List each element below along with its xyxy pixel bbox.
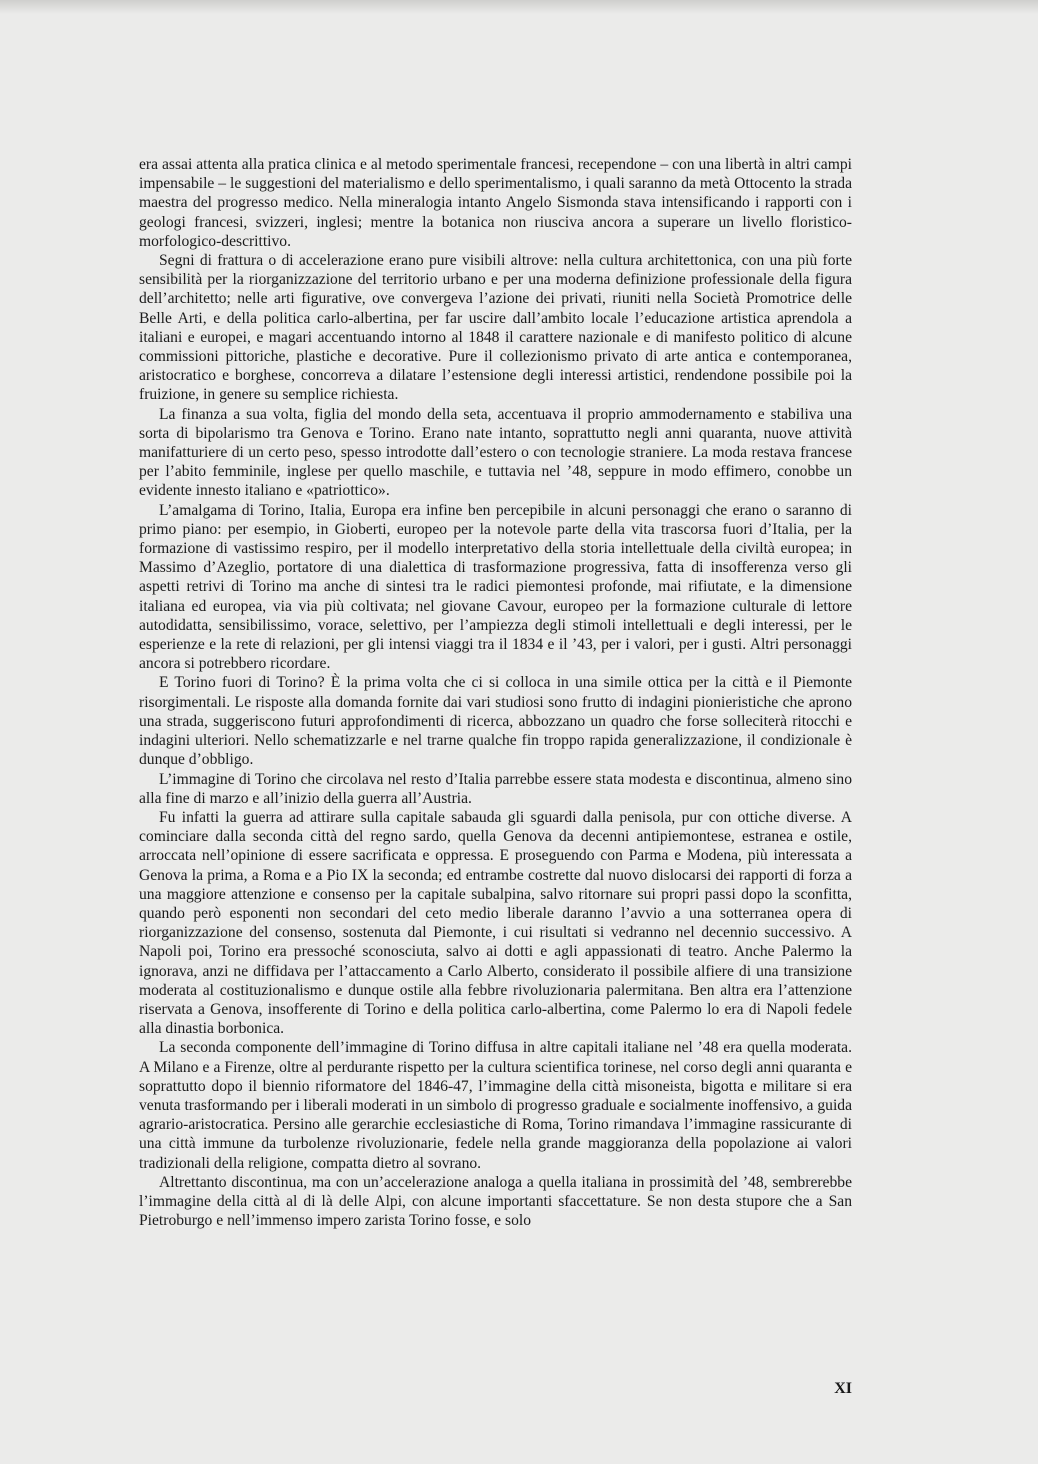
paragraph-8: La seconda componente dell’immagine di Torino diffusa in altre capitali italiane nel ’48 era quella moderata. A Milano e a Firenze, oltre al perdurante rispetto per la cultura scientifica torinese, nel corso degli anni quaranta e soprattutto dopo il biennio riformatore del 1846-47, l’immagine della città misoneista, bigotta e militare si era venuta trasformando per i liberali moderati in un simbolo di progresso graduale e socialmente inoffensivo, a guida agrario-aristocratica. Persino alle gerarchie ecclesiastiche di Roma, Torino rimandava l’immagine rassicurante di una città immune da turbolenze rivoluzionarie, fedele nella grande maggioranza della popolazione ai valori tradizionali della religione, compatta dietro al sovrano.	[139, 1039, 852, 1172]
page-top-shadow	[0, 0, 1038, 14]
paragraph-7: Fu infatti la guerra ad attirare sulla capitale sabauda gli sguardi dalla penisola, pur con ottiche diverse. A cominciare dalla seconda città del regno sardo, quella Genova da decenni antipiemontese, estranea e ostile, arroccata nell’opinione di essere sacrificata e oppressa. E proseguendo con Parma e Modena, più interessata a Genova la prima, a Roma e a Pio IX la seconda; ed entrambe costrette dal nuovo dislocarsi dei rapporti di forza a una maggiore attenzione e consenso per la capitale subalpina, salvo ritornare sui propri passi dopo la sconfitta, quando però esponenti non secondari del ceto medio liberale daranno l’avvio a una sotterranea opera di riorganizzazione del consenso, sostenuta dal Piemonte, i cui risultati si vedranno nel decennio successivo. A Napoli poi, Torino era pressoché sconosciuta, salvo ai dotti e agli appassionati di teatro. Anche Palermo la ignorava, anzi ne diffidava per l’attaccamento a Carlo Alberto, considerato il possibile alfiere di una transizione moderata al costituzionalismo e dunque ostile alla febbre rivoluzionaria palermitana. Ben altra era l’attenzione riservata a Genova, insofferente di Torino e della politica carlo-albertina, come Palermo lo era di Napoli fedele alla dinastia borbonica.	[139, 808, 852, 1038]
paragraph-1: era assai attenta alla pratica clinica e al metodo sperimentale francesi, recependone – con una libertà in altri campi impensabile – le suggestioni del materialismo e dello sperimentalismo, i quali saranno da metà Ottocento la strada maestra del progresso medico. Nella mineralogia intanto Angelo Sismonda stava intensificando i rapporti con i geologi francesi, svizzeri, inglesi; mentre la botanica non riusciva ancora a superare un livello floristico-morfologico-descrittivo.	[139, 156, 852, 250]
paragraph-2: Segni di frattura o di accelerazione erano pure visibili altrove: nella cultura architettonica, con una più forte sensibilità per la riorganizzazione del territorio urbano e per una moderna definizione professionale della figura dell’architetto; nelle arti figurative, ove convergeva l’azione dei privati, riuniti nella Società Promotrice delle Belle Arti, e della politica carlo-albertina, per far uscire dall’ambito locale l’educazione artistica aprendola a italiani e europei, e magari accentuando intorno al 1848 il carattere nazionale e di manifesto politico di alcune commissioni pittoriche, plastiche e decorative. Pure il collezionismo privato di arte antica e contemporanea, aristocratico e borghese, concorreva a dilatare l’estensione degli interessi artistici, rendendone possibile poi la fruizione, in genere su semplice richiesta.	[139, 252, 852, 404]
body-text	[139, 155, 852, 1230]
paragraph-3: La finanza a sua volta, figlia del mondo della seta, accentuava il proprio ammodernamento e stabiliva una sorta di bipolarismo tra Genova e Torino. Erano nate intanto, soprattutto negli anni quaranta, nuove attività manifatturiere di un certo peso, spesso introdotte dall’estero o con tecnologie straniere. La moda restava francese per l’abito femminile, inglese per quello maschile, e tuttavia nel ’48, seppure in modo effimero, conobbe un evidente innesto italiano e «patriottico».	[139, 405, 852, 500]
paragraph-5: E Torino fuori di Torino? È la prima volta che ci si colloca in una simile ottica per la città e il Piemonte risorgimentali. Le risposte alla domanda fornite dai vari studiosi sono frutto di indagini pionieristiche che aprono una strada, suggeriscono futuri approfondimenti di ricerca, abbozzano un quadro che forse solleciterà ritocchi e indagini ulteriori. Nello schematizzarle e nel trarne qualche fin troppo rapida generalizzazione, il condizionale è dunque d’obbligo.	[139, 674, 852, 769]
paragraph-9: Altrettanto discontinua, ma con un’accelerazione analoga a quella italiana in prossimità del ’48, sembrerebbe l’immagine della città al di là delle Alpi, con alcune importanti sfaccettature. Se non desta stupore che a San Pietroburgo e nell’immenso impero zarista Torino fosse, e solo	[139, 1173, 852, 1230]
paragraph-4: L’amalgama di Torino, Italia, Europa era infine ben percepibile in alcuni personaggi che erano o saranno di primo piano: per esempio, in Gioberti, europeo per la notevole parte della vita trascorsa fuori d’Italia, per la formazione di vastissimo respiro, per il modello interpretativo della storia intellettuale della civiltà europea; in Massimo d’Azeglio, portatore di una dialettica di trasformazione progressiva, fatta di insofferenza verso gli aspetti retrivi di Torino ma anche di sintesi tra le radici piemontesi profonde, mai rifiutate, e la dimensione italiana ed europea, via via più coltivata; nel giovane Cavour, europeo per la formazione culturale di lettore autodidatta, sensibilissimo, vorace, selettivo, per l’ampiezza degli stimoli intellettuali e degli interessi, per le esperienze e la rete di relazioni, per gli intensi viaggi tra il 1834 e il ’43, per i valori, per i gusti. Altri personaggi ancora si potrebbero ricordare.	[139, 501, 852, 673]
page-number: XI	[834, 1380, 852, 1397]
paragraph-6: L’immagine di Torino che circolava nel resto d’Italia parrebbe essere stata modesta e discontinua, almeno sino alla fine di marzo e all’inizio della guerra all’Austria.	[139, 770, 852, 807]
